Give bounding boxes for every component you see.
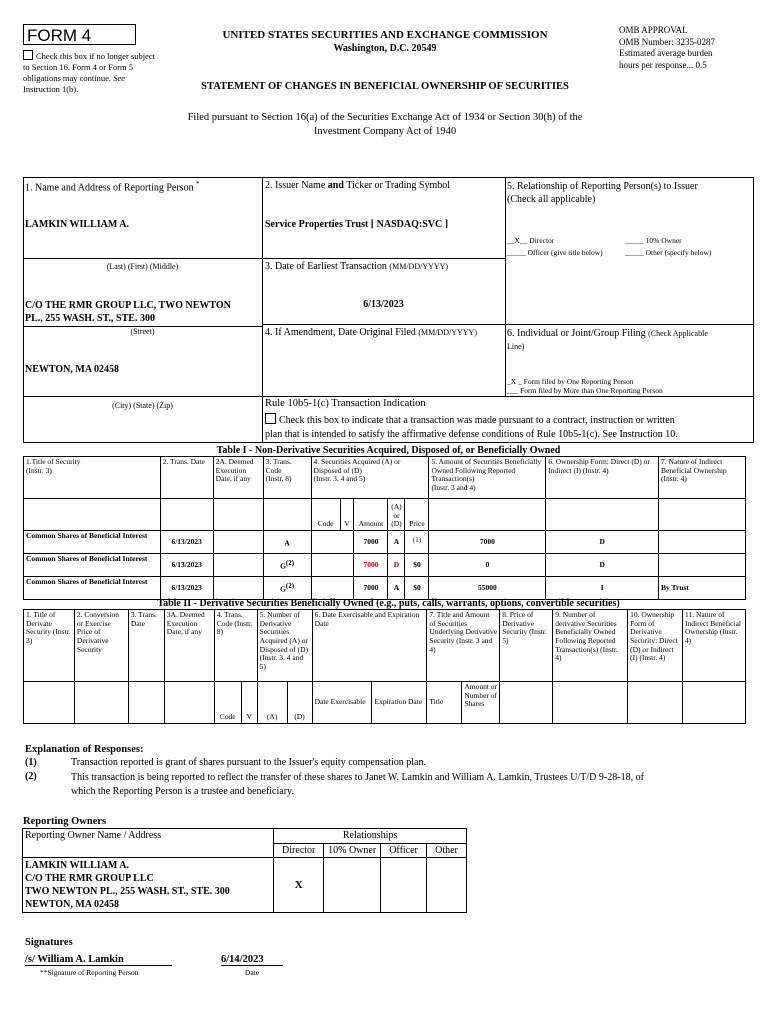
reporting-person-street: C/O THE RMR GROUP LLC, TWO NEWTON PL., 255 WASH. ST., STE. 300 [25, 300, 231, 324]
t1-sub-aord: (A) or (D) [388, 499, 405, 531]
t1-sub-v: V [340, 499, 354, 531]
t2-col1-header: 1. Title of Derivate Security (Instr. 3) [24, 610, 75, 682]
street-caption: (Street) [130, 327, 155, 336]
box6-label: 6. Individual or Joint/Group Filing (Check Applicable Line) [507, 328, 708, 351]
t2-col7-header: 7. Title and Amount of Securities Underlying Derivative Security (Instr. 3 and 4) [427, 610, 500, 682]
t1-col1-header: 1.Title of Security (Instr. 3) [24, 457, 161, 499]
box3-label: 3. Date of Earliest Transaction (MM/DD/YYYY) [265, 261, 449, 272]
owner-col-name: Reporting Owner Name / Address [23, 829, 274, 844]
t2-col3a-header: 3A. Deemed Execution Date, if any [164, 610, 214, 682]
signature-date-caption: Date [244, 968, 260, 977]
footnote-2-text: This transaction is being reported to reflect the transfer of these shares to Janet W. Lamkin and William A. Lamkin, Trustees U/T/D 9-28-18, of which the Reporting Person is a trustee and beneficiary. [71, 772, 644, 797]
no-longer-subject-note: Check this box if no longer subject to Section 16. Form 4 or Form 5 obligations may continue. See Instruction 1(b). [23, 51, 155, 94]
name-caption: (Last) (First) (Middle) [106, 262, 179, 271]
filed-pursuant: Filed pursuant to Section 16(a) of the Securities Exchange Act of 1934 or Section 30(h) of the Investment Company Act of 1940 [187, 112, 583, 137]
t1-col2a-header: 2A. Deemed Execution Date, if any [213, 457, 263, 499]
table2-title: Table II - Derivative Securities Beneficially Owned (e.g., puts, calls, warrants, options, convertible securities) [157, 598, 620, 609]
no-longer-subject-checkbox[interactable] [23, 50, 33, 60]
t2-col5-header: 5. Number of Derivative Securities Acquired (A) or Disposed of (D) (Instr. 3, 4 and 5) [257, 610, 312, 682]
rule-title: Rule 10b5-1(c) Transaction Indication [265, 398, 426, 409]
t2-col6-header: 6. Date Exercisable and Expiration Date [312, 610, 427, 682]
t1-sub-price: Price [405, 499, 429, 531]
form-label: FORM 4 [23, 24, 136, 45]
owner-col-10pct: 10% Owner [324, 843, 381, 858]
reporting-person-city: NEWTON, MA 02458 [25, 364, 119, 375]
explanation-title: Explanation of Responses: [25, 744, 144, 755]
table-row: LAMKIN WILLIAM A. C/O THE RMR GROUP LLC TWO NEWTON PL., 255 WASH. ST., STE. 300 NEWTON, MA 02458 X [23, 858, 467, 913]
t1-col2-header: 2. Trans. Date [160, 457, 213, 499]
t2-col9-header: 9. Number of derivative Securities Beneficially Owned Following Reported Transaction(s) (Instr. 4) [553, 610, 628, 682]
t1-col7-header: 7. Nature of Indirect Beneficial Ownership (Instr. 4) [659, 457, 746, 499]
footnote-1-number: (1) [25, 757, 37, 768]
t2-col10-header: 10. Ownership Form of Derivative Security: Direct (D) or Indirect (I) (Instr. 4) [628, 610, 683, 682]
filing-options: _X _ Form filed by One Reporting Person ___ Form filed by More than One Reporting Person [507, 377, 663, 395]
t1-col5-header: 5. Amount of Securities Beneficially Owned Following Reported Transaction(s) (Instr. 3 and 4) [429, 457, 546, 499]
t2-sub-expiration: Expiration Date [372, 682, 427, 724]
table-row: Common Shares of Beneficial Interest 6/13/2023 $G^{(2)}$ 7000 D $0 0 D [24, 554, 746, 577]
box5-label: 5. Relationship of Reporting Person(s) to Issuer (Check all applicable) [507, 181, 698, 205]
owner-col-relationships: Relationships [274, 829, 467, 844]
agency-city: Washington, D.C. 20549 [333, 43, 437, 54]
table-row: Common Shares of Beneficial Interest 6/13/2023 A 7000 A $^{(1)}$ 7000 D [24, 531, 746, 554]
owner-col-officer: Officer [381, 843, 427, 858]
signature-name-caption: **Signature of Reporting Person [40, 968, 139, 977]
relationship-options: __X__ Director _____ 10% Owner _____ Officer (give title below) _____ Other (specify below) [507, 236, 712, 257]
t2-col2-header: 2. Conversion or Exercise Price of Derivative Security [74, 610, 128, 682]
owner-director-mark: X [274, 858, 324, 913]
t2-col11-header: 11. Nature of Indirect Beneficial Ownership (Instr. 4) [683, 610, 746, 682]
t2-sub-a: (A) [257, 682, 287, 724]
rule-checkbox[interactable] [265, 413, 276, 424]
statement-title: STATEMENT OF CHANGES IN BENEFICIAL OWNERSHIP OF SECURITIES [201, 81, 569, 92]
agency-name: UNITED STATES SECURITIES AND EXCHANGE COMMISSION [222, 29, 548, 41]
city-caption: (City) (State) (Zip) [112, 401, 173, 410]
issuer-name: Service Properties Trust [ NASDAQ:SVC ] [265, 219, 449, 230]
signatures-title: Signatures [25, 937, 73, 948]
footnote-2-number: (2) [25, 771, 37, 782]
box4-label: 4. If Amendment, Date Original Filed (MM/DD/YYYY) [265, 327, 477, 338]
t2-sub-code: Code [214, 682, 241, 724]
table-row: Common Shares of Beneficial Interest 6/13/2023 $G^{(2)}$ 7000 A $0 55000 I By Trust [24, 577, 746, 600]
reporting-owners-table [22, 828, 467, 913]
table2 [23, 609, 746, 724]
owner-col-other: Other [427, 843, 467, 858]
t1-col6-header: 6. Ownership Form: Direct (D) or Indirect (I) (Instr. 4) [546, 457, 659, 499]
t2-sub-v: V [241, 682, 257, 724]
reporting-person-name: LAMKIN WILLIAM A. [25, 219, 129, 230]
t1-sub-code: Code [311, 499, 340, 531]
table1 [23, 456, 746, 600]
t2-col8-header: 8. Price of Derivative Security (Instr. 5) [500, 610, 553, 682]
box2-label: 2. Issuer Name and Ticker or Trading Symbol [265, 180, 451, 191]
table1-title: Table I - Non-Derivative Securities Acquired, Disposed of, or Beneficially Owned [216, 445, 561, 456]
signature-date: 6/14/2023 [221, 954, 283, 966]
reporting-owners-title: Reporting Owners [23, 816, 107, 827]
footnote-1-text: Transaction reported is grant of shares pursuant to the Issuer's equity compensation plan. [71, 757, 426, 768]
t2-sub-title: Title [427, 682, 462, 724]
t1-col4-header: 4. Securities Acquired (A) or Disposed of (D) (Instr. 3, 4 and 5) [311, 457, 429, 499]
t1-sub-amount: Amount [354, 499, 388, 531]
t2-col3-header: 3. Trans. Date [128, 610, 164, 682]
t2-col4-header: 4. Trans. Code (Instr. 8) [214, 610, 257, 682]
omb-approval: OMB APPROVAL OMB Number: 3235-0287 Estimated average burden hours per response... 0.5 [619, 25, 715, 70]
t2-sub-exercisable: Date Exercisable [312, 682, 372, 724]
t2-sub-d: (D) [287, 682, 312, 724]
t1-col3-header: 3. Trans. Code (Instr. 8) [263, 457, 311, 499]
box1-label: 1. Name and Address of Reporting Person * [25, 180, 200, 194]
owner-col-director: Director [274, 843, 324, 858]
signature-name: /s/ William A. Lamkin [25, 954, 172, 966]
earliest-transaction-date: 6/13/2023 [363, 299, 404, 310]
rule-text: Check this box to indicate that a transaction was made pursuant to a contract, instruction or written plan that is intended to satisfy the affirmative defense conditions of Rule 10b5-1(c). See Instruction 10. [265, 415, 678, 440]
t2-sub-amount: Amount or Number of Shares [462, 682, 500, 724]
